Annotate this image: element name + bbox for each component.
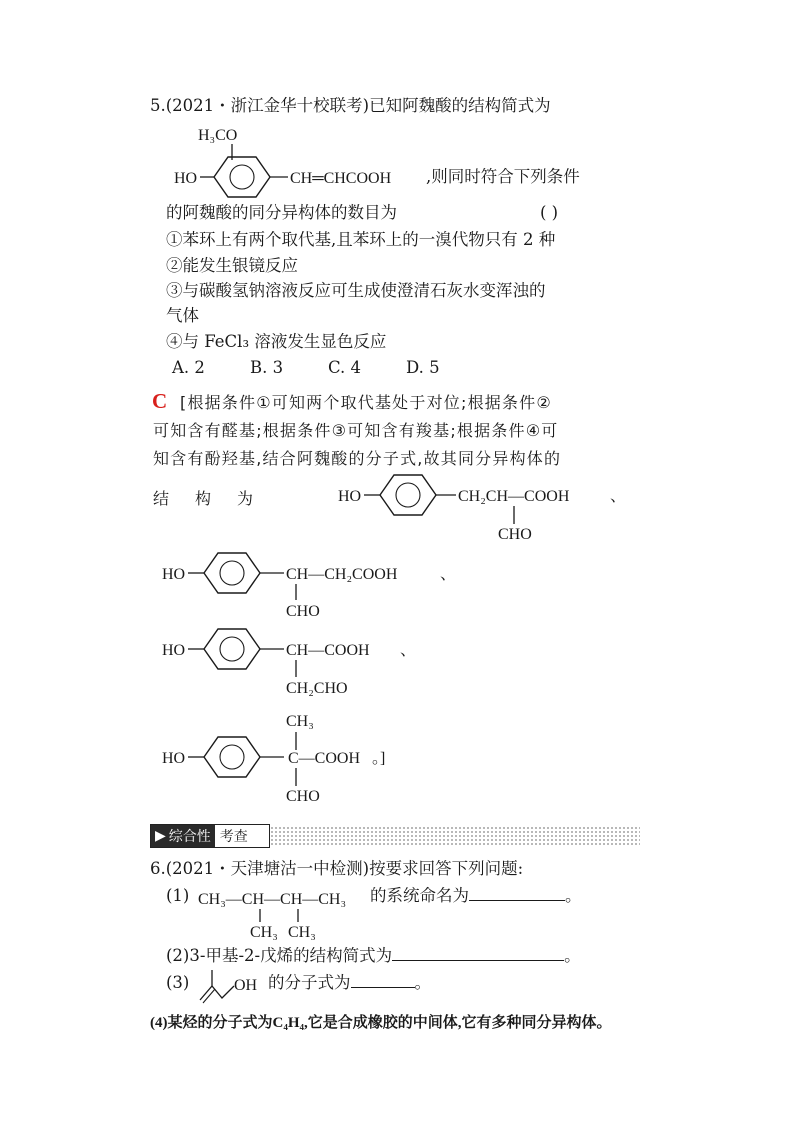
q5-option-b: B. 3: [250, 358, 284, 377]
iso2-structure: [162, 553, 456, 620]
q6-p2: [166, 945, 581, 967]
iso1-ring: [380, 475, 436, 515]
q5-answer-paren: ( ): [540, 203, 559, 222]
iso2-ring: [204, 553, 260, 593]
play-icon: ▶: [155, 828, 166, 844]
q6-p2-end: 。: [564, 946, 581, 965]
iso4-ring-circle: [220, 745, 244, 769]
answer-line-2: 可知含有醛基;根据条件③可知含有羧基;根据条件④可: [153, 421, 559, 440]
iso3-chain: CH—COOH: [286, 642, 370, 659]
q6-p1-end: 。: [565, 886, 582, 905]
section-banner: [150, 824, 270, 848]
q5-chain-label: CH═CHCOOH: [290, 170, 392, 187]
q6-p1-text: [370, 885, 582, 907]
iso1-ring-circle: [396, 483, 420, 507]
iso3-ring-circle: [220, 637, 244, 661]
q6-p1-sub1: CH₃: [250, 924, 278, 941]
q6-p1-blank[interactable]: [469, 886, 565, 901]
q5-h3co-label: H₃CO: [198, 127, 238, 144]
q6-p2-blank[interactable]: [392, 946, 564, 961]
q5-option-d: D. 5: [406, 358, 440, 377]
iso3-ring: [204, 629, 260, 669]
iso1-chain: CH₂CH—COOH: [458, 488, 570, 505]
q6-p1-label: (1): [166, 886, 190, 905]
q6-p3-oh: OH: [234, 977, 258, 994]
q5-stem-line1: 5.(2021・浙江金华十校联考)已知阿魏酸的结构简式为: [150, 96, 551, 115]
q6-p3-prompt: 的分子式为: [268, 973, 351, 992]
q6-p2-prompt: (2)3-甲基-2-戊烯的结构简式为: [166, 946, 393, 965]
answer-line-3: 知含有酚羟基,结合阿魏酸的分子式,故其同分异构体的: [153, 449, 562, 468]
q5-condition-3-cont: 气体: [166, 306, 199, 325]
q6-p3-chain: [200, 986, 234, 1000]
iso4-cho: CHO: [286, 788, 320, 805]
q5-option-a: A. 2: [172, 358, 205, 377]
iso1-ho: HO: [338, 488, 362, 505]
iso2-tail: 、: [440, 566, 457, 583]
q6-p1-prompt: 的系统命名为: [370, 886, 469, 905]
iso1-structure: [338, 475, 626, 543]
iso1-tail: 、: [610, 488, 627, 505]
banner-light-label: 考查: [215, 825, 253, 847]
q5-condition-2: ②能发生银镜反应: [166, 256, 298, 275]
answer-jiegou: 结构为: [153, 489, 280, 508]
iso4-ring: [204, 737, 260, 777]
q6-p4: (4)某烃的分子式为C₄H₄,它是合成橡胶的中间体,它有多种同分异构体。: [150, 1015, 612, 1031]
q5-stem-line3: 的阿魏酸的同分异构体的数目为: [166, 203, 397, 222]
q6-p3: [268, 972, 431, 994]
q6-p3-double-bond: [203, 989, 215, 1003]
q6-p1-formula: CH₃—CH—CH—CH₃: [198, 891, 347, 908]
iso4-ho: HO: [162, 750, 186, 767]
q5-condition-4: ④与 FeCl₃ 溶液发生显色反应: [166, 332, 387, 351]
iso2-chain: CH—CH₂COOH: [286, 566, 398, 583]
q5-ferulic-structure: [174, 127, 392, 197]
q5-option-c: C. 4: [328, 358, 362, 377]
banner-dark-label: 综合性: [168, 829, 211, 845]
iso2-cho: CHO: [286, 603, 320, 620]
q5-benzene-ring: [214, 157, 270, 197]
iso3-ch2cho: CH₂CHO: [286, 680, 348, 697]
q6-p1-sub2: CH₃: [288, 924, 316, 941]
iso3-structure: [162, 629, 416, 697]
iso4-chain: C—COOH: [288, 750, 361, 767]
iso2-ring-circle: [220, 561, 244, 585]
q5-ring-circle: [230, 165, 254, 189]
q6-p3-end: 。: [414, 973, 431, 992]
answer-line-1: [根据条件①可知两个取代基处于对位;根据条件②: [180, 393, 552, 412]
q5-stem-suffix: ,则同时符合下列条件: [426, 167, 580, 186]
banner-dot-pattern: [270, 826, 640, 846]
q5-ho-label: HO: [174, 170, 198, 187]
banner-dark-part: [151, 825, 215, 847]
q6-p1-structure: [198, 891, 346, 941]
q5-condition-3: ③与碳酸氢钠溶液反应可生成使澄清石灰水变浑浊的: [166, 281, 546, 300]
iso4-tail: 。]: [372, 750, 386, 767]
iso4-structure: [162, 713, 385, 805]
q5-condition-1: ①苯环上有两个取代基,且苯环上的一溴代物只有 2 种: [166, 230, 556, 249]
answer-letter: C: [152, 389, 168, 413]
q6-p3-label: (3): [166, 973, 190, 992]
q6-stem: 6.(2021・天津塘沽一中检测)按要求回答下列问题:: [150, 859, 524, 878]
iso1-cho: CHO: [498, 526, 532, 543]
q6-p3-blank[interactable]: [351, 973, 415, 988]
iso3-ho: HO: [162, 642, 186, 659]
iso3-tail: 、: [400, 642, 417, 659]
iso2-ho: HO: [162, 566, 186, 583]
q6-p3-skeletal: [200, 970, 258, 1003]
iso4-ch3: CH₃: [286, 713, 314, 730]
